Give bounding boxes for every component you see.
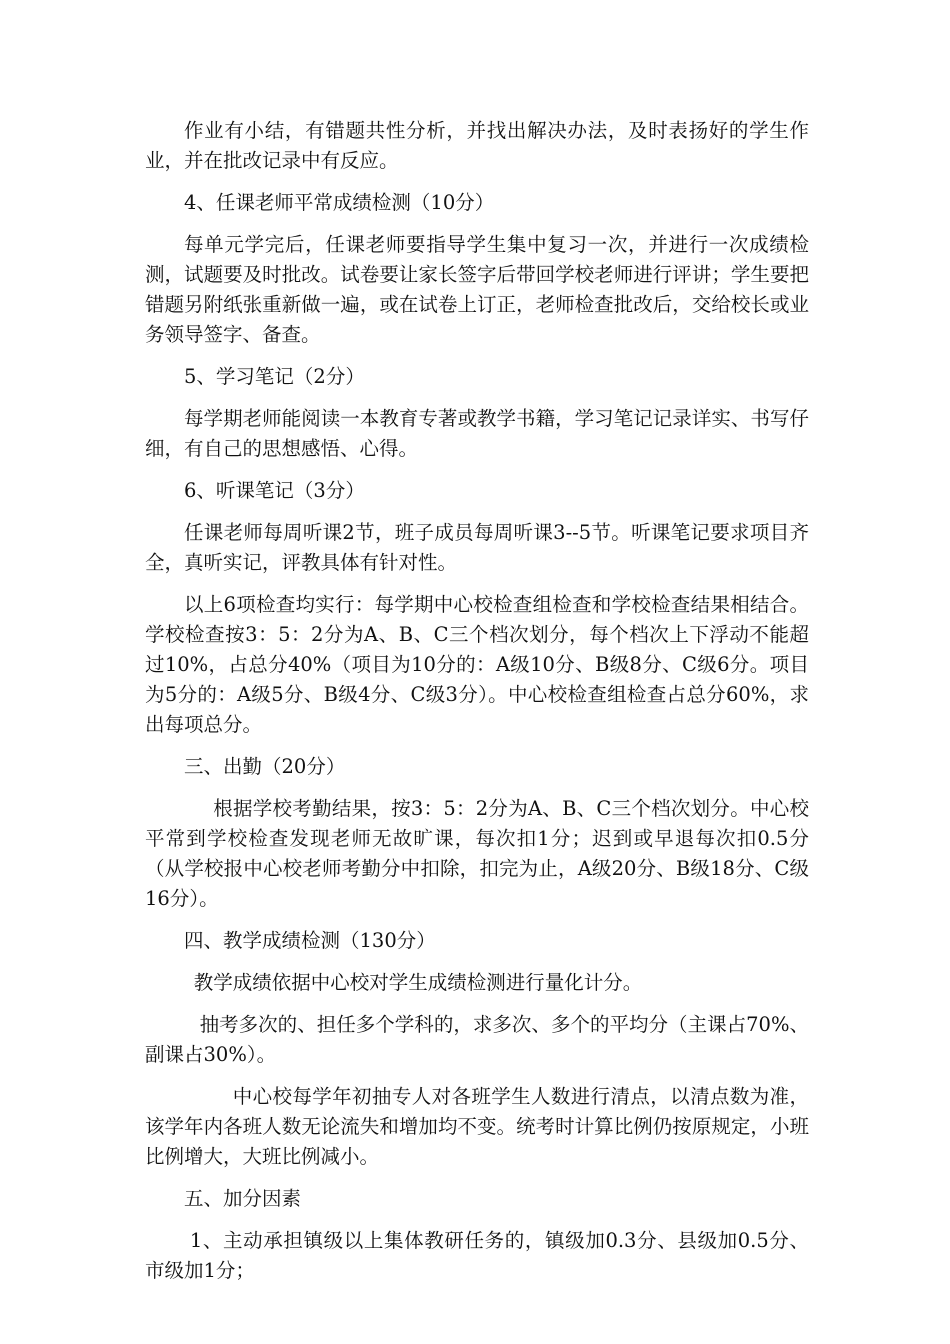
paragraph-average-score: 抽考多次的、担任多个学科的，求多次、多个的平均分（主课占70%、副课占30%）。 <box>145 1013 809 1066</box>
paragraph-lecture-notes: 任课老师每周听课2节，班子成员每周听课3--5节。听课笔记要求项目齐全，真听实记，评教具体有针对性。 <box>145 521 809 574</box>
paragraph-study-notes: 每学期老师能阅读一本教育专著或教学书籍，学习笔记记录详实、书写仔细，有自己的思想感悟、心得。 <box>145 407 809 460</box>
paragraph-student-count: 中心校每学年初抽专人对各班学生人数进行清点，以清点数为准，该学年内各班人数无论流失和增加均不变。统考时计算比例仍按原规定，小班比例增大，大班比例减小。 <box>145 1085 809 1168</box>
heading-lecture-notes: 6、听课笔记（3分） <box>184 479 365 502</box>
paragraph-bonus-research: 1、主动承担镇级以上集体教研任务的，镇级加0.3分、县级加0.5分、市级加1分； <box>145 1229 809 1282</box>
heading-study-notes: 5、学习笔记（2分） <box>184 365 365 388</box>
heading-regular-test: 4、任课老师平常成绩检测（10分） <box>184 191 495 214</box>
document-body <box>145 116 809 1286</box>
paragraph-inspection-rules: 以上6项检查均实行：每学期中心校检查组检查和学校检查结果相结合。学校检查按3：5：2分为A、B、C三个档次划分，每个档次上下浮动不能超过10%，占总分40%（项目为10分的：A级10分、B级8分、C级6分。项目为5分的：A级5分、B级4分、C级3分）。中心校检查组检查占总分60%，求出每项总分。 <box>145 593 809 736</box>
paragraph-unit-test: 每单元学完后，任课老师要指导学生集中复习一次，并进行一次成绩检测，试题要及时批改。试卷要让家长签字后带回学校老师进行评讲；学生要把错题另附纸张重新做一遍，或在试卷上订正，老师检查批改后，交给校长或业务领导签字、备查。 <box>145 233 809 346</box>
heading-bonus-factors: 五、加分因素 <box>184 1187 302 1210</box>
paragraph-attendance: 根据学校考勤结果，按3：5：2分为A、B、C三个档次划分。中心校平常到学校检查发现老师无故旷课，每次扣1分；迟到或早退每次扣0.5分（从学校报中心校老师考勤分中扣除，扣完为止，A级20分、B级18分、C级16分）。 <box>145 797 809 910</box>
paragraph-results-basis: 教学成绩依据中心校对学生成绩检测进行量化计分。 <box>193 971 643 994</box>
heading-teaching-results: 四、教学成绩检测（130分） <box>184 929 436 952</box>
paragraph-homework-summary: 作业有小结，有错题共性分析，并找出解决办法，及时表扬好的学生作业，并在批改记录中有反应。 <box>145 119 809 172</box>
heading-attendance: 三、出勤（20分） <box>184 755 346 778</box>
